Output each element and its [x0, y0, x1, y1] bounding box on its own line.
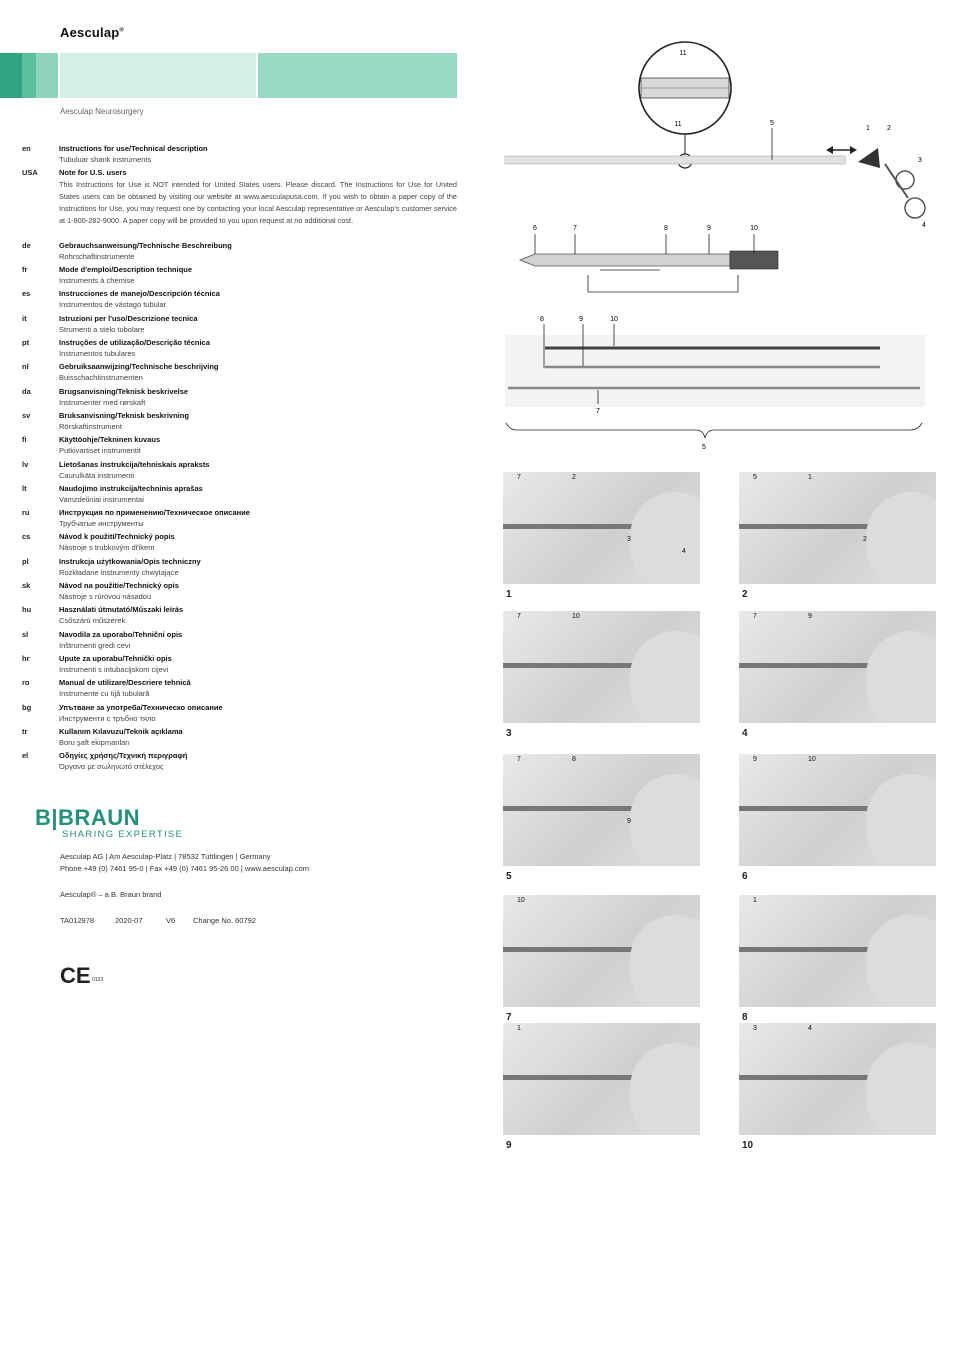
language-subtitle: Instrumenti s intubacijskom cijevi [59, 664, 169, 674]
figure-callout-label: 4 [808, 1025, 812, 1032]
parts-assembly [520, 251, 778, 292]
figure-callout-label: 1 [753, 897, 757, 904]
mid-label-8: 8 [540, 316, 544, 323]
language-title: Istruzioni per l'uso/Descrizione tecnica [59, 313, 198, 323]
handle-ring-bottom [905, 198, 925, 218]
step-photo [503, 611, 700, 723]
language-subtitle: Rohrschaftinstrumente [59, 251, 135, 261]
language-title: Naudojimo instrukcija/techninis aprašas [59, 483, 203, 493]
doc-number: TA012978 [60, 916, 95, 925]
language-title: Instructions for use/Technical description [59, 144, 208, 153]
parts-top-label: 6 [533, 225, 537, 232]
hand-shape [630, 492, 700, 584]
step-photo [503, 1023, 700, 1135]
language-title: Brugsanvisning/Teknisk beskrivelse [59, 386, 189, 396]
language-title: Инструкция по применению/Техническое описание [59, 508, 250, 518]
language-subtitle: Instrumente cu tijă tubulară [59, 689, 150, 699]
figure-callout-label: 9 [753, 756, 757, 763]
figure-callout-label: 9 [627, 818, 631, 825]
language-subtitle: Buisschachtinstrumenten [59, 373, 143, 383]
language-code: tr [22, 726, 28, 736]
step-photo [503, 754, 700, 866]
language-subtitle: Strumenti a stelo tubolare [59, 324, 145, 334]
language-code: ru [22, 508, 30, 518]
mid-label-10: 10 [610, 316, 618, 323]
hand-shape [866, 631, 936, 723]
parts-top-label: 8 [664, 225, 668, 232]
figure-number: 8 [742, 1012, 748, 1023]
parts-top-label: 7 [573, 225, 577, 232]
language-code: el [22, 751, 29, 761]
header-color-bar-2 [22, 53, 36, 98]
language-title: Mode d'emploi/Description technique [59, 265, 193, 275]
step-photo [503, 472, 700, 584]
instrument-shaft [505, 156, 845, 164]
language-subtitle: Όργανα με σωληνωτό στέλεχος [59, 762, 164, 772]
header-subtitle: Aesculap Neurosurgery [60, 107, 144, 116]
figure-callout-label: 7 [517, 474, 521, 481]
language-subtitle: Csőszárú műszerek [59, 616, 126, 626]
mid-label-7: 7 [596, 408, 600, 415]
language-title: Käyttöohje/Tekninen kuvaus [59, 435, 161, 445]
language-title: Gebruiksaanwijzing/Technische beschrijving [59, 362, 219, 372]
usa-title: Note for U.S. users [59, 168, 127, 178]
language-code: lv [22, 459, 29, 469]
brand-note: Aesculap® – a B. Braun brand [60, 890, 162, 899]
language-title: Upute za uporabu/Tehnički opis [59, 653, 172, 663]
hand-shape [866, 915, 936, 1007]
language-subtitle: Instrumenter med rørskaft [59, 397, 146, 407]
header-color-bar-4 [60, 53, 256, 98]
language-subtitle: Инструменти с тръбно тяло [59, 713, 156, 723]
step-photo [739, 1023, 936, 1135]
language-title: Instruções de utilização/Descrição técnica [59, 338, 210, 347]
hand-shape [630, 631, 700, 723]
figure-callout-label: 5 [753, 474, 757, 481]
language-title: Navodila za uporabo/Tehnični opis [59, 629, 183, 639]
figure-callout-label: 1 [517, 1025, 521, 1032]
step-photo [739, 754, 936, 866]
language-code: sv [22, 410, 31, 420]
language-title: Lietošanas instrukcija/tehniskais apraksts [59, 459, 210, 469]
language-title: Упътване за употреба/Техническо описание [59, 702, 223, 712]
figure-callout-label: 7 [517, 613, 521, 620]
header-color-bar-3 [36, 53, 58, 98]
hand-shape [866, 1043, 936, 1135]
logo-tagline: SHARING EXPERTISE [62, 829, 184, 840]
language-code: it [22, 313, 27, 323]
hand-shape [630, 774, 700, 866]
figure-callout-label: 10 [572, 613, 580, 620]
language-title: Manual de utilizare/Descriere tehnică [59, 678, 191, 688]
language-code: pt [22, 338, 30, 347]
language-code: da [22, 386, 31, 396]
figure-callout-label: 3 [627, 536, 631, 543]
language-code: de [22, 240, 31, 250]
figure-number: 10 [742, 1140, 754, 1151]
language-title: Οδηγίες χρήσης/Τεχνική περιγραφή [59, 751, 188, 761]
step-photo [739, 472, 936, 584]
hand-shape [866, 774, 936, 866]
mid-label-5: 5 [702, 444, 706, 451]
instrument-overview-diagram [500, 30, 940, 460]
language-code: hu [22, 605, 32, 615]
figure-callout-label: 1 [808, 474, 812, 481]
hand-shape [630, 1043, 700, 1135]
language-code: es [22, 289, 31, 299]
ce-number: 0123 [92, 977, 104, 983]
language-code: hr [22, 653, 30, 663]
language-title: Návod na použitie/Technický opis [59, 581, 179, 590]
language-code: en [22, 144, 31, 153]
ce-mark-icon: CE [60, 963, 91, 988]
language-title: Návod k použití/Technický popis [59, 532, 175, 542]
language-title: Instrucciones de manejo/Descripción técnica [59, 289, 220, 299]
language-subtitle: Tubuluar shank instruments [59, 155, 152, 164]
language-subtitle: Трубчатые инструменты [59, 519, 144, 529]
figure-number: 1 [506, 589, 512, 600]
label-4: 4 [922, 222, 926, 229]
language-subtitle: Rozkładane instrumenty chwytające [59, 567, 179, 577]
figure-number: 2 [742, 589, 748, 600]
parts-background [505, 335, 925, 407]
language-title: Gebrauchsanweisung/Technische Beschreibung [59, 240, 232, 250]
language-subtitle: Instrumentos de vástago tubular [59, 300, 167, 310]
language-code: bg [22, 702, 32, 712]
usa-notice-text: This Instructions for Use is NOT intended for United States users. Please discard. The Instructions for Use for United States users can be obtained by visiting our website at www.aesculapusa.com. If you wish to obtain a paper copy of the Instructions for Use, you may request one by contacting your local Aesculap representative or Aesculap's customer service at 1-800-282-9000. A paper copy will be provided to you upon request at no additional cost. [59, 180, 457, 225]
address-line-2: Phone +49 (0) 7461 95-0 | Fax +49 (0) 7461 95-26 00 | www.aesculap.com [60, 864, 310, 873]
language-code: pl [22, 556, 29, 566]
header-color-bar-1 [0, 53, 22, 98]
change-number: Change No. 60792 [193, 916, 256, 925]
figure-number: 6 [742, 871, 748, 882]
figure-number: 4 [742, 728, 748, 739]
figure-number: 3 [506, 728, 512, 739]
figure-callout-label: 7 [517, 756, 521, 763]
step-photo [739, 611, 936, 723]
language-subtitle: Nástroje s rúrovou násadou [59, 592, 152, 601]
header-color-bar-5 [258, 53, 457, 98]
language-code: ro [22, 678, 30, 688]
language-code: nl [22, 362, 29, 372]
label-5: 5 [770, 120, 774, 127]
language-code: sk [22, 581, 31, 590]
figure-callout-label: 9 [808, 613, 812, 620]
step-photo [739, 895, 936, 1007]
mid-label-9: 9 [579, 316, 583, 323]
bbraun-logo: B|BRAUN [35, 805, 140, 830]
step-photo [503, 895, 700, 1007]
language-title: Bruksanvisning/Teknisk beskrivning [59, 410, 189, 420]
brand-name: Aesculap® [60, 25, 125, 40]
language-subtitle: Inštrumenti gredi cevi [59, 640, 131, 650]
handle-ring-top [896, 171, 914, 189]
language-subtitle: Caurulkāta instrumenti [59, 470, 135, 480]
parts-top-label: 10 [750, 225, 758, 232]
figure-number: 9 [506, 1140, 512, 1151]
label-3: 3 [918, 157, 922, 164]
figure-callout-label: 8 [572, 756, 576, 763]
address-line-1: Aesculap AG | Am Aesculap-Platz | 78532 Tuttlingen | Germany [60, 852, 271, 861]
language-code: USA [22, 168, 38, 178]
figure-callout-label: 2 [863, 536, 867, 543]
language-subtitle: Putkivartiset instrumentit [59, 446, 141, 456]
label-2: 2 [887, 125, 891, 132]
language-subtitle: Nástroje s trubkovým dříkem [59, 543, 155, 553]
figure-callout-label: 10 [517, 897, 525, 904]
doc-date: 2020-07 [115, 916, 143, 925]
language-code: sl [22, 629, 29, 639]
language-code: lt [22, 483, 27, 493]
doc-version: V6 [166, 916, 176, 925]
figure-callout-label: 4 [682, 548, 686, 555]
figure-callout-label: 3 [753, 1025, 757, 1032]
language-subtitle: Boru şaft ekipmanları [59, 737, 130, 747]
language-subtitle: Vamzdeliniai instrumentai [59, 494, 144, 504]
language-subtitle: Instrumentos tubulares [59, 349, 136, 358]
label-1: 1 [866, 125, 870, 132]
hand-shape [866, 492, 936, 584]
language-title: Kullanım Kılavuzu/Teknik açıklama [59, 726, 183, 736]
language-subtitle: Rörskaftinstrument [59, 421, 122, 431]
language-code: fr [22, 265, 28, 275]
figure-number: 5 [506, 871, 512, 882]
label-11-top: 11 [679, 50, 687, 57]
language-code: cs [22, 532, 31, 542]
cone-handle-shape [858, 148, 880, 168]
length-bracket [506, 423, 922, 438]
figure-callout-label: 2 [572, 474, 576, 481]
language-title: Használati útmutató/Műszaki leírás [59, 605, 184, 615]
language-subtitle: Instruments à chemise [59, 276, 135, 286]
label-11-bottom: 11 [674, 121, 682, 128]
language-title: Instrukcja użytkowania/Opis techniczny [59, 556, 201, 566]
parts-top-label: 9 [707, 225, 711, 232]
hand-shape [630, 915, 700, 1007]
figure-number: 7 [506, 1012, 512, 1023]
figure-callout-label: 10 [808, 756, 816, 763]
language-code: fi [22, 435, 27, 445]
figure-callout-label: 7 [753, 613, 757, 620]
